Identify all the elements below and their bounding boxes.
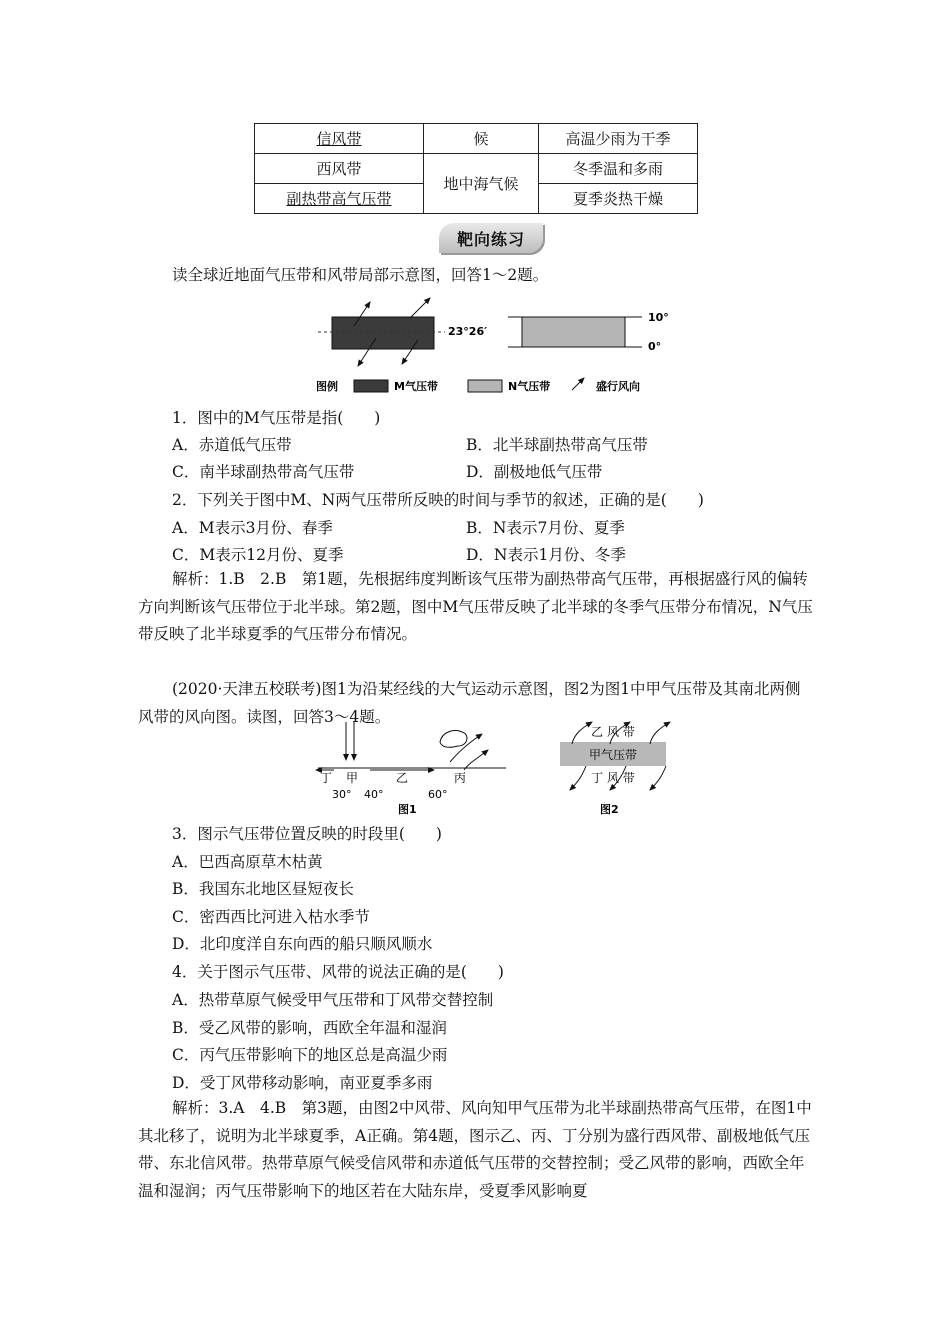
table-cell [255, 184, 424, 214]
q4-stem: 4．关于图示气压带、风带的说法正确的是( ) [172, 963, 504, 981]
lat-30: 30° [332, 788, 352, 801]
label-bing: 丙 [454, 771, 467, 785]
lat-bottom: 0° [648, 340, 662, 353]
legend-m: M气压带 [394, 380, 438, 393]
q3-stem: 3．图示气压带位置反映的时段里( ) [172, 825, 442, 843]
label-yi: 乙 [396, 771, 409, 785]
q3-option-a: A．巴西高原草木枯黄 [172, 853, 323, 871]
legend-title: 图例 [316, 380, 338, 393]
q4-option-b: B．受乙风带的影响，西欧全年温和湿润 [172, 1019, 447, 1037]
q2-option-b: B．N表示7月份、夏季 [466, 519, 625, 537]
lat-40: 40° [364, 788, 384, 801]
climate-table [254, 123, 698, 214]
q2-option-a: A．M表示3月份、春季 [172, 519, 333, 537]
table-cell: 冬季温和多雨 [539, 154, 698, 184]
table-cell: 西风带 [255, 154, 424, 184]
q1-stem: 1．图中的M气压带是指( ) [172, 409, 381, 427]
table-cell: 候 [424, 124, 539, 154]
legend-n: N气压带 [508, 380, 551, 393]
figure-1-pressure-belts [310, 290, 670, 400]
table-cell-text: 副热带高气压带 [286, 190, 392, 208]
lat-top: 10° [648, 311, 669, 324]
q4-option-c: C．丙气压带影响下的地区总是高温少雨 [172, 1046, 448, 1064]
lat-label-left: 23°26′ [448, 325, 488, 338]
caption-fig2: 图2 [600, 803, 619, 816]
q1-option-d: D．副极地低气压带 [466, 463, 603, 481]
fig2-bottom-text: 丁 风 带 [591, 771, 635, 785]
q1-option-a: A．赤道低气压带 [172, 436, 292, 454]
q2-stem: 2．下列关于图中M、N两气压带所反映的时间与季节的叙述，正确的是( ) [172, 491, 704, 509]
fig2-top-text: 乙 风 带 [591, 725, 635, 739]
q3-option-d: D．北印度洋自东向西的船只顺风顺水 [172, 935, 433, 953]
fig2-mid-text: 甲气压带 [588, 748, 638, 762]
q1-option-c: C．南半球副热带高气压带 [172, 463, 355, 481]
section-badge [439, 223, 543, 253]
q3-option-b: B．我国东北地区昼短夜长 [172, 880, 354, 898]
table-cell: 夏季炎热干燥 [539, 184, 698, 214]
wind-arrow [410, 298, 430, 318]
m-pressure-belt [332, 317, 434, 349]
lat-60: 60° [428, 788, 448, 801]
q1-option-b: B．北半球副热带高气压带 [466, 436, 648, 454]
analysis-2-text: 解析：3.A 4.B 第3题，由图2中风带、风向知甲气压带为北半球副热带高气压带，在图1中其北移了，说明为北半球夏季，A正确。第4题，图示乙、丙、丁分别为盛行西风带、副极地低气压带、东北信风带。热带草原气候受信风带和赤道低气压带的交替控制；受乙风带的影响，西欧全年温和湿润；丙气压带影响下的地区若在大陆东岸，受夏季风影响夏 [138, 1099, 812, 1200]
n-pressure-belt [522, 317, 625, 347]
table-cell: 高温少雨为干季 [539, 124, 698, 154]
intro-2-text: (2020·天津五校联考)图1为沿某经线的大气运动示意图，图2为图1中甲气压带及其南北两侧风带的风向图。读图，回答3～4题。 [138, 680, 801, 726]
figure-2-atmosphere [310, 718, 690, 820]
analysis-1 [138, 566, 816, 649]
intro-1: 读全球近地面气压带和风带局部示意图，回答1～2题。 [172, 266, 549, 284]
q2-option-c: C．M表示12月份、夏季 [172, 546, 344, 564]
caption-fig1: 图1 [398, 803, 417, 816]
table-cell [255, 124, 424, 154]
section-title: 靶向练习 [456, 230, 525, 249]
label-ding: 丁 [320, 771, 333, 785]
analysis-2 [138, 1095, 816, 1205]
q3-option-c: C．密西西比河进入枯水季节 [172, 908, 370, 926]
label-jia: 甲 [346, 771, 359, 785]
table-cell-merged: 地中海气候 [424, 154, 539, 214]
analysis-1-text: 解析：1.B 2.B 第1题，先根据纬度判断该气压带为副热带高气压带，再根据盛行风的偏转方向判断该气压带位于北半球。第2题，图中M气压带反映了北半球的冬季气压带分布情况，N气压带反映了北半球夏季的气压带分布情况。 [138, 570, 813, 643]
q4-option-d: D．受丁风带移动影响，南亚夏季多雨 [172, 1074, 433, 1092]
legend-wind: 盛行风向 [596, 380, 640, 393]
q2-option-d: D．N表示1月份、冬季 [466, 546, 626, 564]
table-cell-text: 信风带 [316, 130, 362, 148]
q4-option-a: A．热带草原气候受甲气压带和丁风带交替控制 [172, 991, 494, 1009]
